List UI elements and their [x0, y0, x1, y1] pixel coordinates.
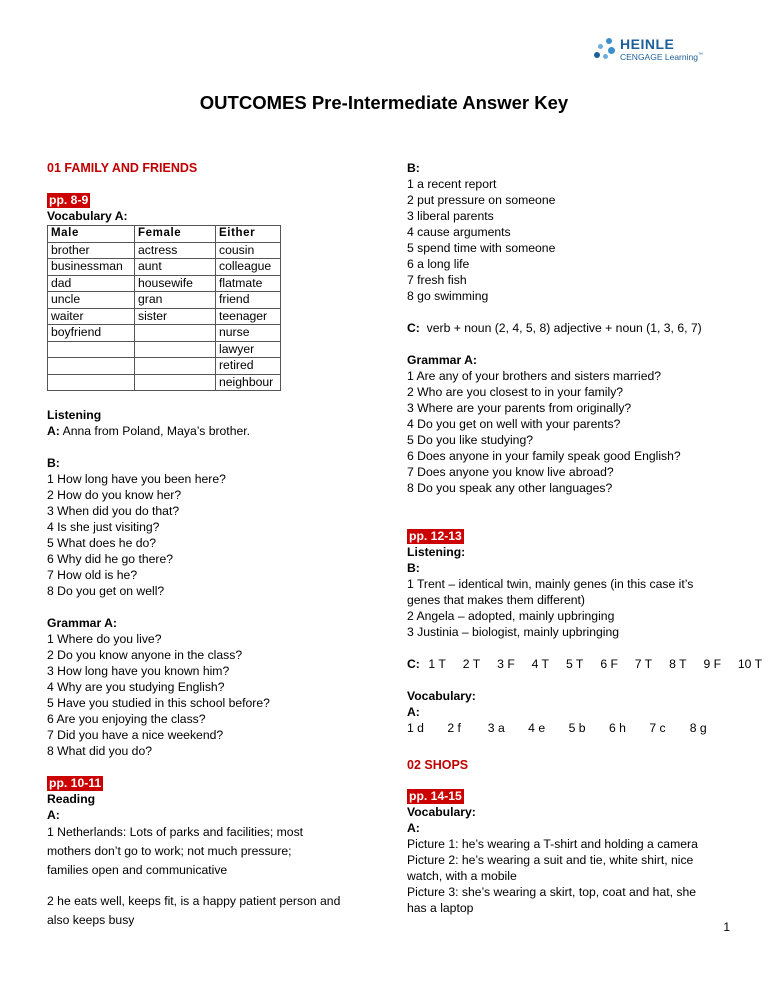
table-row [48, 341, 281, 358]
list-item: 4 Why are you studying English? [47, 680, 225, 694]
table-header-row [48, 226, 281, 243]
list-item: 3 liberal parents [407, 209, 494, 223]
list-item: 2 Who are you closest to in your family? [407, 385, 624, 399]
col-header: Either [216, 226, 281, 243]
reading-a-label: A: [47, 808, 60, 822]
logo-dots-icon [592, 38, 618, 62]
table-cell [48, 358, 135, 375]
table-row [48, 358, 281, 375]
vocab-item: 6 h [608, 721, 626, 735]
listening-a-answer: A: Anna from Poland, Maya’s brother. [47, 424, 251, 438]
picture-answer: Picture 2: he’s wearing a suit and tie, white shirt, nice [407, 853, 694, 867]
list-item: 5 spend time with someone [407, 241, 556, 255]
table-cell: businessman [48, 259, 135, 276]
list-item: 6 Why did he go there? [47, 552, 174, 566]
list-item: 7 How old is he? [47, 568, 138, 582]
vocab-a-label: A: [407, 821, 420, 835]
picture-answer: has a laptop [407, 901, 474, 915]
table-cell: aunt [135, 259, 216, 276]
list-item: 5 Do you like studying? [407, 433, 534, 447]
list-item: 3 Justinia – biologist, mainly upbringing [407, 625, 620, 639]
page-ref: pp. 12-13 [409, 529, 462, 543]
list-item: 8 What did you do? [47, 744, 153, 758]
list-item: 4 Do you get on well with your parents? [407, 417, 621, 431]
list-item: 4 Is she just visiting? [47, 520, 160, 534]
page-title: OUTCOMES Pre-Intermediate Answer Key [199, 92, 569, 113]
tf-item: 10 T [737, 657, 763, 671]
tf-item: 6 F [600, 657, 618, 671]
page-ref: pp. 14-15 [409, 789, 462, 803]
vocab-label: Vocabulary A: [47, 209, 128, 223]
vocab-item: 5 b [568, 721, 586, 735]
right-column [407, 160, 763, 916]
table-cell: flatmate [216, 275, 281, 292]
vocab-label: Vocabulary: [407, 689, 476, 703]
vocab-table [47, 225, 281, 391]
logo-subtitle: CENGAGE Learning™ [620, 52, 703, 62]
page-ref: pp. 8-9 [49, 193, 89, 207]
tf-item: 9 F [703, 657, 722, 671]
list-item: 8 Do you speak any other languages? [407, 481, 613, 495]
table-cell [48, 341, 135, 358]
table-cell: nurse [216, 325, 281, 342]
table-cell [135, 358, 216, 375]
list-item: 7 fresh fish [407, 273, 467, 287]
vocab-item: 8 g [689, 721, 707, 735]
list-item: 3 Where are your parents from originally? [407, 401, 632, 415]
table-cell: retired [216, 358, 281, 375]
list-item: 1 Are any of your brothers and sisters married? [407, 369, 662, 383]
grammar-label: Grammar A: [407, 353, 477, 367]
table-row [48, 374, 281, 391]
tf-answers: C: 1 T 2 T 3 F 4 T 5 T 6 F 7 T 8 T 9 F 10 T [407, 657, 763, 671]
list-item: 3 How long have you known him? [47, 664, 230, 678]
tf-item: 8 T [669, 657, 687, 671]
list-item: 1 Trent – identical twin, mainly genes (in this case it’s [407, 577, 694, 591]
list-item: 3 When did you do that? [47, 504, 180, 518]
listening-label: Listening: [407, 545, 466, 559]
list-item: 4 cause arguments [407, 225, 511, 239]
picture-answer: Picture 1: he’s wearing a T-shirt and holding a camera [407, 837, 698, 851]
table-cell: housewife [135, 275, 216, 292]
left-column [47, 160, 367, 930]
table-cell [48, 374, 135, 391]
list-item: 6 a long life [407, 257, 470, 271]
list-item: 7 Does anyone you know live abroad? [407, 465, 614, 479]
list-item: 8 go swimming [407, 289, 489, 303]
table-cell: boyfriend [48, 325, 135, 342]
list-item: 2 Do you know anyone in the class? [47, 648, 243, 662]
reading-line: mothers don’t go to work; not much pressure; [47, 844, 292, 858]
list-item: 7 Did you have a nice weekend? [47, 728, 224, 742]
list-item: 2 put pressure on someone [407, 193, 556, 207]
table-cell: actress [135, 242, 216, 259]
vocab-answers [407, 720, 737, 736]
vocab-label: Vocabulary: [407, 805, 476, 819]
col-header: Male [48, 226, 135, 243]
tf-item: 7 T [634, 657, 653, 671]
table-row [48, 275, 281, 292]
reading-line: families open and communicative [47, 863, 228, 877]
table-row [48, 292, 281, 309]
table-cell: brother [48, 242, 135, 259]
vocab-item: 4 e [528, 721, 546, 735]
vocab-item: 3 a [487, 721, 505, 735]
list-item: 5 What does he do? [47, 536, 157, 550]
listening-b-label: B: [407, 561, 420, 575]
grammar-label: Grammar A: [47, 616, 117, 630]
table-row [48, 242, 281, 259]
tf-item: 1 T [428, 657, 446, 671]
table-cell: teenager [216, 308, 281, 325]
list-item: 1 a recent report [407, 177, 497, 191]
list-item: 2 Angela – adopted, mainly upbringing [407, 609, 615, 623]
vocab-item: 7 c [649, 721, 666, 735]
table-row [48, 308, 281, 325]
vocab-a-label: A: [407, 705, 420, 719]
table-cell: neighbour [216, 374, 281, 391]
table-cell: colleague [216, 259, 281, 276]
logo-brand: HEINLE [620, 36, 675, 52]
reading-label: Reading [47, 792, 96, 806]
tf-item: 5 T [565, 657, 584, 671]
reading-line: 2 he eats well, keeps fit, is a happy patient person and [47, 894, 341, 908]
col-header: Female [135, 226, 216, 243]
table-cell: sister [135, 308, 216, 325]
table-cell: waiter [48, 308, 135, 325]
table-cell [135, 374, 216, 391]
list-item: 6 Are you enjoying the class? [47, 712, 206, 726]
vocab-item: 2 f [447, 721, 461, 735]
table-cell [135, 325, 216, 342]
table-row [48, 325, 281, 342]
table-cell: lawyer [216, 341, 281, 358]
table-cell: gran [135, 292, 216, 309]
listening-label: Listening [47, 408, 102, 422]
table-cell: dad [48, 275, 135, 292]
list-item: 5 Have you studied in this school before? [47, 696, 270, 710]
publisher-logo [592, 36, 732, 66]
page-ref: pp. 10-11 [49, 776, 102, 790]
table-cell: friend [216, 292, 281, 309]
c-answer: C: verb + noun (2, 4, 5, 8) adjective + noun (1, 3, 6, 7) [407, 321, 702, 335]
picture-answer: Picture 3: she’s wearing a skirt, top, coat and hat, she [407, 885, 697, 899]
tf-item: 3 F [497, 657, 515, 671]
vocab-item: 1 d [407, 721, 424, 735]
reading-line: also keeps busy [47, 913, 135, 927]
list-item: 2 How do you know her? [47, 488, 182, 502]
unit-heading: 02 SHOPS [407, 758, 469, 772]
tf-item: 2 T [462, 657, 481, 671]
list-item: 6 Does anyone in your family speak good English? [407, 449, 681, 463]
list-item: 1 Where do you live? [47, 632, 162, 646]
unit-heading: 01 FAMILY AND FRIENDS [47, 161, 198, 175]
tf-item: 4 T [531, 657, 549, 671]
table-cell [135, 341, 216, 358]
list-item: 1 How long have you been here? [47, 472, 226, 486]
b-label: B: [407, 161, 420, 175]
page-number: 1 [723, 920, 730, 934]
table-cell: cousin [216, 242, 281, 259]
picture-answer: watch, with a mobile [407, 869, 517, 883]
table-row [48, 259, 281, 276]
list-item: 8 Do you get on well? [47, 584, 165, 598]
reading-line: 1 Netherlands: Lots of parks and facilities; most [47, 825, 304, 839]
list-item: genes that makes them different) [407, 593, 585, 607]
b-label: B: [47, 456, 60, 470]
table-cell: uncle [48, 292, 135, 309]
